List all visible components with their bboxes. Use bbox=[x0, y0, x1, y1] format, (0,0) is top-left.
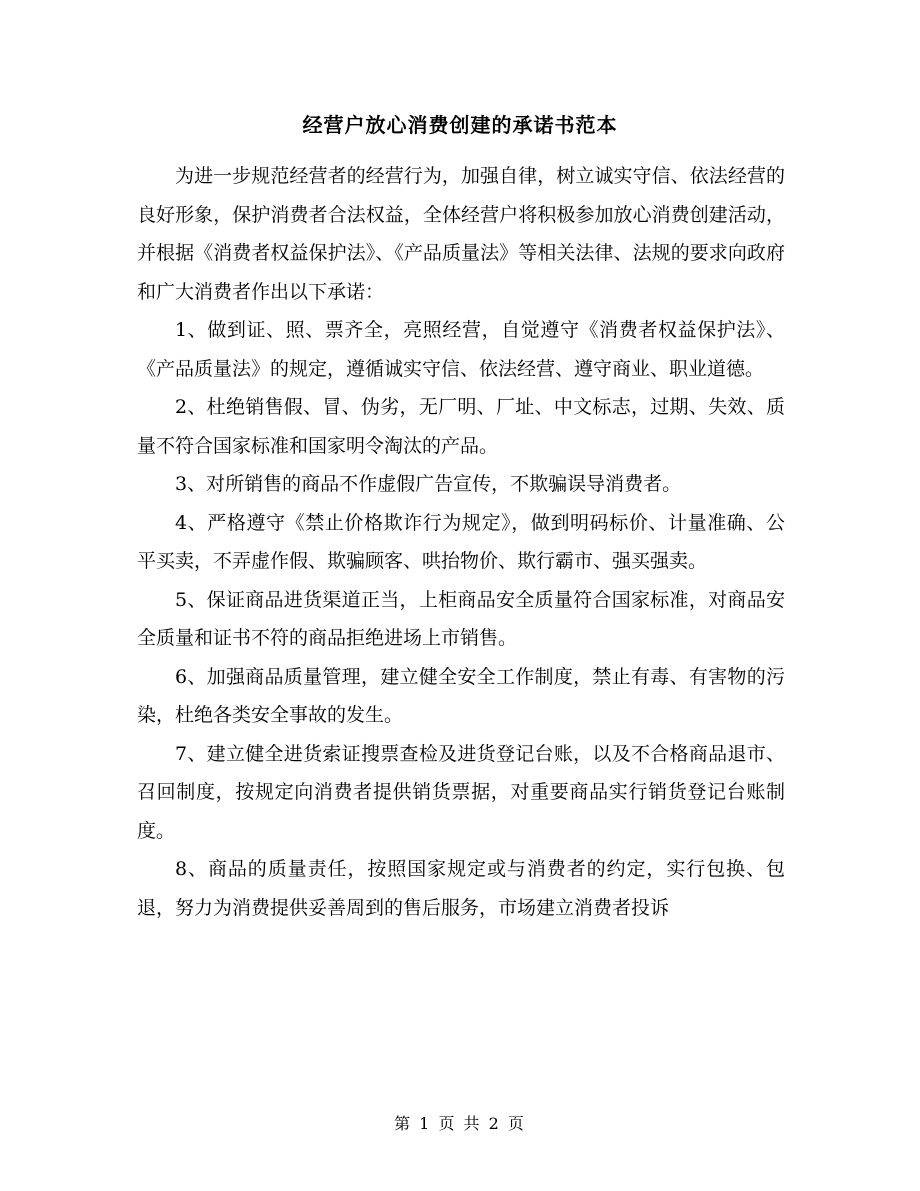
intro-paragraph: 为进一步规范经营者的经营行为，加强自律，树立诚实守信、依法经营的良好形象，保护消费者合法权益，全体经营户将积极参加放心消费创建活动，并根据《消费者权益保护法》、《产品质量法》等相关法律、法规的要求向政府和广大消费者作出以下承诺： bbox=[137, 165, 785, 303]
commitment-item-6: 6、加强商品质量管理，建立健全安全工作制度，禁止有毒、有害物的污染，杜绝各类安全事故的发生。 bbox=[137, 665, 785, 726]
document-title: 经营户放心消费创建的承诺书范本 bbox=[302, 113, 618, 137]
commitment-item-5: 5、保证商品进货渠道正当，上柜商品安全质量符合国家标准，对商品安全质量和证书不符的商品拒绝进场上市销售。 bbox=[137, 588, 785, 649]
commitment-item-7: 7、建立健全进货索证搜票查检及进货登记台账，以及不合格商品退市、召回制度，按规定向消费者提供销货票据，对重要商品实行销货登记台账制度。 bbox=[137, 742, 785, 842]
commitment-item-2: 2、杜绝销售假、冒、伪劣，无厂明、厂址、中文标志，过期、失效、质量不符合国家标准和国家明令淘汰的产品。 bbox=[137, 396, 785, 457]
page-number: 第 1 页 共 2 页 bbox=[394, 1114, 526, 1133]
commitment-item-1: 1、做到证、照、票齐全，亮照经营，自觉遵守《消费者权益保护法》、《产品质量法》的规定，遵循诚实守信、依法经营、遵守商业、职业道德。 bbox=[137, 319, 785, 380]
document-body bbox=[137, 157, 785, 927]
commitment-item-8: 8、商品的质量责任，按照国家规定或与消费者的约定，实行包换、包退，努力为消费提供妥善周到的售后服务，市场建立消费者投诉 bbox=[137, 858, 785, 919]
commitment-item-3: 3、对所销售的商品不作虚假广告宣传，不欺骗误导消费者。 bbox=[175, 473, 682, 495]
commitment-item-4: 4、严格遵守《禁止价格欺诈行为规定》，做到明码标价、计量准确、公平买卖，不弄虚作假、欺骗顾客、哄抬物价、欺行霸市、强买强卖。 bbox=[137, 511, 785, 572]
